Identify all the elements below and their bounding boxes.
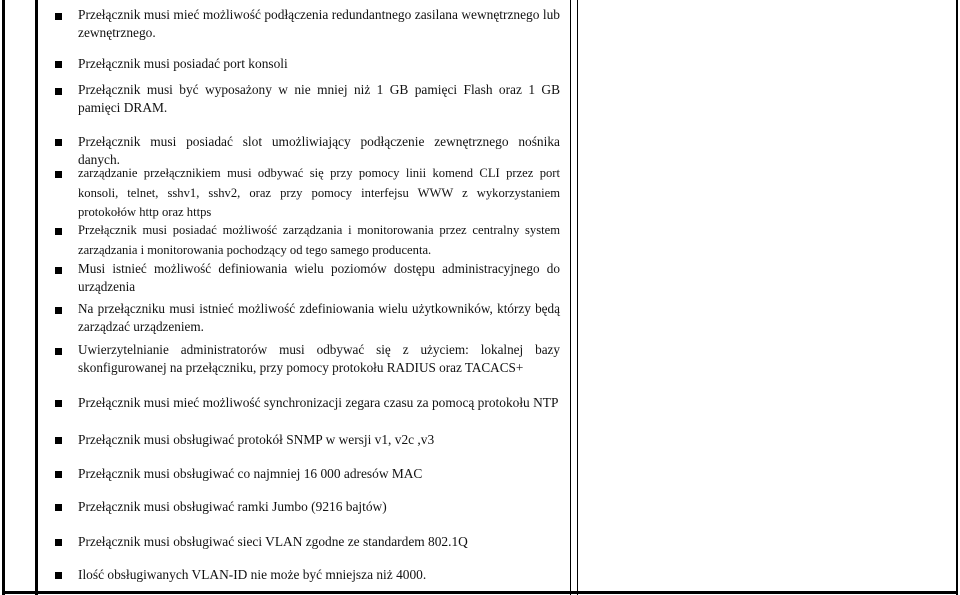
requirement-text: Przełącznik musi obsługiwać ramki Jumbo (9216 bajtów) [78,499,387,514]
requirement-text: Przełącznik musi obsługiwać protokół SNMP w wersji v1, v2c ,v3 [78,432,435,447]
bullet-icon [55,539,62,546]
bullet-icon [55,171,62,178]
bullet-icon [55,471,62,478]
list-item [55,260,560,298]
list-item [55,300,560,338]
table-left-border-thick [2,0,5,595]
requirement-text: Ilość obsługiwanych VLAN-ID nie może być mniejsza niż 4000. [78,567,427,582]
list-item [55,498,560,516]
requirement-text: Przełącznik musi posiadać możliwość zarządzania i monitorowania przez centralny system zarządzania i monitorowania pochodzący od tego samego producenta. [78,223,560,257]
bullet-icon [55,437,62,444]
bullet-icon [55,400,62,407]
bullet-icon [55,307,62,314]
bullet-icon [55,572,62,579]
list-item [55,431,560,449]
table-right-border [956,0,958,595]
bullet-icon [55,139,62,146]
requirement-text: Przełącznik musi posiadać slot umożliwiający podłączenie zewnętrznego nośnika danych. [78,134,560,167]
requirement-text: Przełącznik musi obsługiwać sieci VLAN zgodne ze standardem 802.1Q [78,534,468,549]
requirement-text: Przełącznik musi być wyposażony w nie mniej niż 1 GB pamięci Flash oraz 1 GB pamięci DRAM. [78,82,560,115]
requirement-text: Przełącznik musi mieć możliwość synchronizacji zegara czasu za pomocą protokołu NTP [78,395,559,410]
list-item [55,133,560,167]
requirement-text: Uwierzytelnianie administratorów musi odbywać się z użyciem: lokalnej bazy skonfigurowanej na przełączniku, przy pomocy protokołu RADIUS oraz TACACS+ [78,342,560,375]
table-bottom-border [2,591,958,594]
list-item [55,566,560,584]
bullet-icon [55,88,62,95]
list-item [55,465,560,483]
bullet-icon [55,13,62,20]
bullet-icon [55,348,62,355]
requirement-text: Przełącznik musi mieć możliwość podłączenia redundantnego zasilana wewnętrznego lub zewnętrznego. [78,7,560,40]
requirement-text: zarządzanie przełącznikiem musi odbywać się przy pomocy linii komend CLI przez port konsoli, telnet, sshv1, sshv2, oraz przy pomocy interfejsu WWW z wykorzystaniem protokołów http oraz https [78,166,560,219]
requirement-text: Na przełączniku musi istnieć możliwość zdefiniowania wielu użytkowników, którzy będą zarządzać urządzeniem. [78,301,560,334]
column-divider-right [577,0,578,595]
requirement-text: Musi istnieć możliwość definiowania wielu poziomów dostępu administracyjnego do urządzenia [78,261,560,294]
list-item [55,533,560,551]
bullet-icon [55,267,62,274]
bullet-icon [55,61,62,68]
requirement-text: Przełącznik musi obsługiwać co najmniej 16 000 adresów MAC [78,466,423,481]
list-item [55,341,560,379]
column-divider-left [35,0,38,595]
bullet-icon [55,228,62,235]
list-item [55,221,560,259]
list-item [55,394,560,412]
column-divider-middle [570,0,571,595]
list-item [55,55,560,73]
list-item [55,81,560,117]
list-item [55,164,560,224]
list-item [55,6,560,42]
requirement-text: Przełącznik musi posiadać port konsoli [78,56,288,71]
bullet-icon [55,504,62,511]
